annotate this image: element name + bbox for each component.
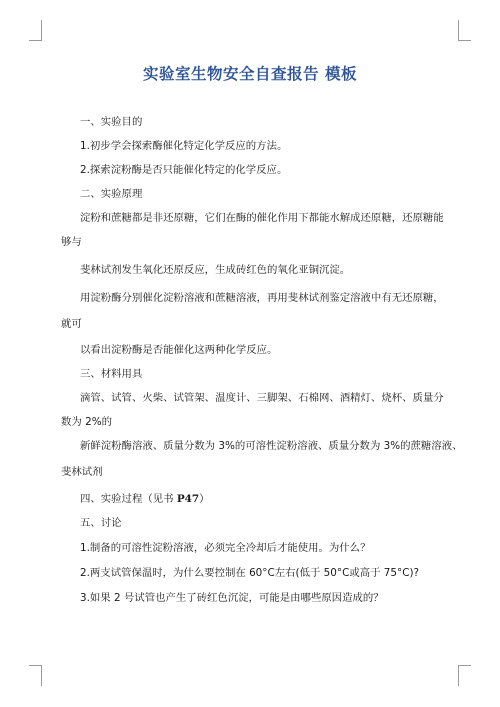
crop-mark-top-left [29,20,42,41]
materials-line-2: 新鲜淀粉酶溶液、质量分数为 3%的可溶性淀粉溶液、质量分数为 3%的蔗糖溶液、 [80,440,463,452]
section-heading-principle: 二、实验原理 [80,188,143,200]
section-heading-procedure [80,492,210,506]
materials-line-1: 滴管、试管、火柴、试管架、温度计、三脚架、石棉网、酒精灯、烧杯、质量分 [80,392,444,404]
principle-line-3-wrap: 就可 [61,318,82,330]
purpose-item-1: 1.初步学会探索酶催化特定化学反应的方法。 [80,140,288,152]
textbook-page-ref: P47 [176,493,200,505]
crop-mark-bottom-left [29,665,42,686]
discussion-question-2: 2.两支试管保温时，为什么要控制在 60°C左右(低于 50°C或高于 75°C)? [80,567,420,579]
principle-line-1: 淀粉和蔗糖都是非还原糖，它们在酶的催化作用下都能水解成还原糖，还原糖能 [80,212,444,224]
section-heading-discussion: 五、讨论 [80,517,122,529]
materials-line-1-wrap: 数为 2%的 [61,416,112,428]
crop-mark-top-right [458,20,471,41]
document-title: 实验室生物安全自查报告 模板 [143,65,357,83]
procedure-heading-text: 四、实验过程（见书 [80,493,177,505]
section-heading-purpose: 一、实验目的 [80,116,143,128]
principle-line-3: 用淀粉酶分别催化淀粉溶液和蔗糖溶液，再用斐林试剂鉴定溶液中有无还原糖， [80,292,444,304]
section-heading-materials: 三、材料用具 [80,368,143,380]
procedure-heading-close: ） [199,493,210,505]
principle-line-1-wrap: 够与 [61,236,82,248]
discussion-question-1: 1.制备的可溶性淀粉溶液，必须完全冷却后才能使用。为什么？ [80,542,371,554]
principle-line-4: 以看出淀粉酶是否能催化这两种化学反应。 [80,344,278,356]
materials-line-2-wrap: 斐林试剂 [61,466,103,478]
purpose-item-2: 2.探索淀粉酶是否只能催化特定的化学反应。 [80,164,288,176]
crop-mark-bottom-right [458,665,471,686]
discussion-question-3: 3.如果 2 号试管也产生了砖红色沉淀，可能是由哪些原因造成的？ [80,592,384,604]
principle-line-2: 斐林试剂发生氧化还原反应，生成砖红色的氧化亚铜沉淀。 [80,264,351,276]
